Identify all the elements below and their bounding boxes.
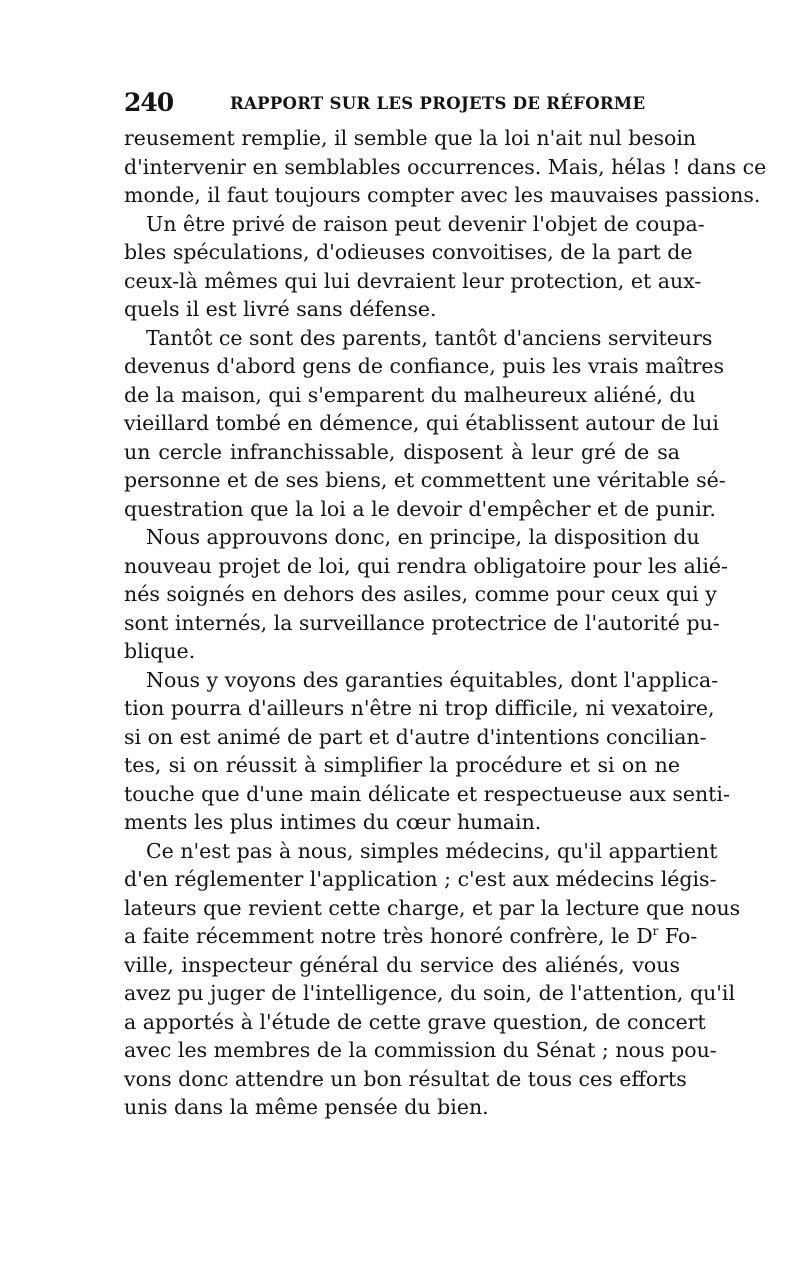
text-line: ceux-là mêmes qui lui devraient leur protection, et aux- <box>124 268 702 293</box>
text-line: un cercle infranchissable, disposent à leur gré de sa <box>124 439 680 464</box>
paragraph <box>124 124 767 210</box>
text-line: ville, inspecteur général du service des aliénés, vous <box>124 952 680 977</box>
paragraph <box>124 210 705 324</box>
text-line: nés soignés en dehors des asiles, comme pour ceux qui y <box>124 582 717 606</box>
text-line: d'intervenir en semblables occurrences. Mais, hélas ! dans ce <box>124 154 767 179</box>
text-line: a apportés à l'étude de cette grave question, de concert <box>124 1009 706 1034</box>
paragraph <box>124 523 728 666</box>
page-number: 240 <box>124 88 174 117</box>
text-line: tion pourra d'ailleurs n'être ni trop difficile, ni vexatoire, <box>124 696 715 720</box>
text-line: avec les membres de la commission du Sénat ; nous pou- <box>124 1038 717 1062</box>
text-line: d'en réglementer l'application ; c'est aux médecins légis- <box>124 867 717 891</box>
body-text <box>124 124 767 1122</box>
text-line: a faite récemment notre très honoré confrère, le $D^r$ Fo- <box>124 924 698 948</box>
text-line: sont internés, la surveillance protectrice de l'autorité pu- <box>124 610 720 635</box>
text-line: reusement remplie, il semble que la loi n'ait nul besoin <box>124 126 697 150</box>
text-line: ments les plus intimes du cœur humain. <box>124 810 542 834</box>
text-line: nouveau projet de loi, qui rendra obligatoire pour les alié- <box>124 553 728 578</box>
text-line: devenus d'abord gens de confiance, puis les vrais maîtres <box>124 354 725 378</box>
text-line: Nous approuvons donc, en principe, la disposition du <box>146 525 700 549</box>
text-line: Un être privé de raison peut devenir l'objet de coupa- <box>146 211 705 236</box>
page-header <box>124 88 680 116</box>
text-line: vons donc attendre un bon résultat de tous ces efforts <box>124 1066 687 1091</box>
paragraph <box>124 666 730 837</box>
text-line: si on est animé de part et d'autre d'intentions concilian- <box>124 724 707 749</box>
text-line: lateurs que revient cette charge, et par la lecture que nous <box>124 895 741 920</box>
text-line: unis dans la même pensée du bien. <box>124 1095 489 1119</box>
superscript: r <box>652 924 659 938</box>
text-line: personne et de ses biens, et commettent une véritable sé- <box>124 468 726 492</box>
paragraph <box>124 324 726 524</box>
text-line: Ce n'est pas à nous, simples médecins, qu'il appartient <box>146 838 718 863</box>
text-line: tes, si on réussit à simplifier la procédure et si on ne <box>124 753 680 777</box>
text-line: touche que d'une main délicate et respectueuse aux senti- <box>124 781 730 806</box>
text-line: monde, il faut toujours compter avec les mauvaises passions. <box>124 183 761 207</box>
text-fragment: Fo- <box>658 924 698 948</box>
text-line: de la maison, qui s'emparent du malheureux aliéné, du <box>124 382 696 407</box>
text-line: vieillard tombé en démence, qui établissent autour de lui <box>124 411 719 435</box>
text-line: avez pu juger de l'intelligence, du soin, de l'attention, qu'il <box>124 981 736 1005</box>
text-line: quels il est livré sans défense. <box>124 297 437 321</box>
paragraph <box>124 837 741 1122</box>
text-line: bles spéculations, d'odieuses convoitises, de la part de <box>124 240 693 264</box>
text-line: Nous y voyons des garanties équitables, dont l'applica- <box>146 667 719 692</box>
text-line: Tantôt ce sont des parents, tantôt d'anciens serviteurs <box>146 325 713 350</box>
text-line: questration que la loi a le devoir d'empêcher et de punir. <box>124 496 716 521</box>
running-title: RAPPORT SUR LES PROJETS DE RÉFORME <box>230 94 646 113</box>
text-line: blique. <box>124 639 196 663</box>
